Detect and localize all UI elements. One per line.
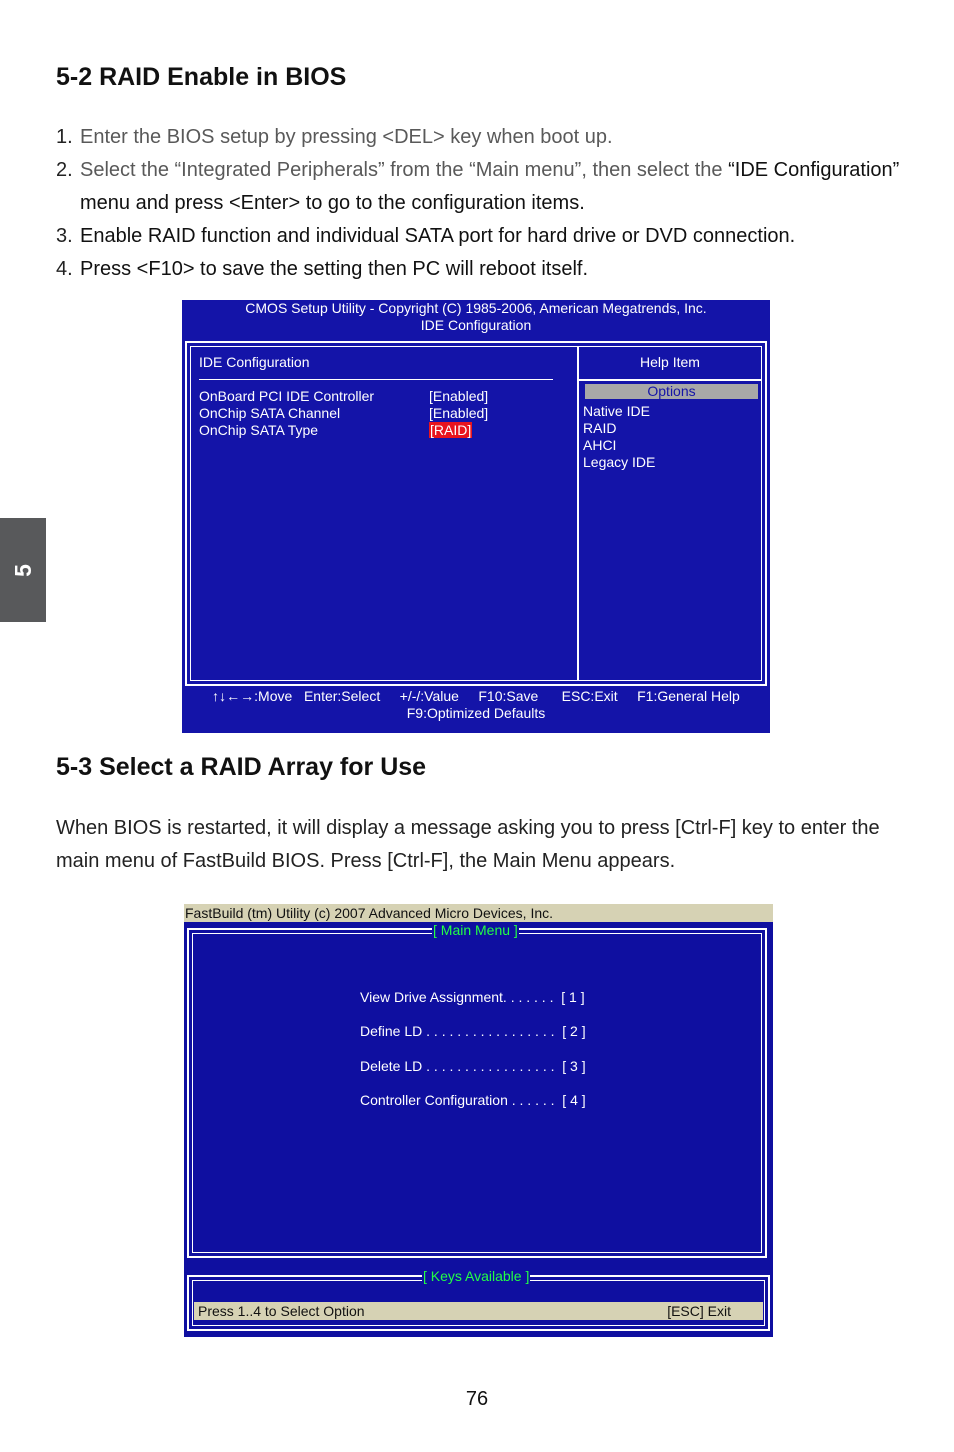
option-item[interactable]: AHCI: [583, 437, 617, 453]
fastbuild-title-bar: FastBuild (tm) Utility (c) 2007 Advanced Micro Devices, Inc.: [184, 904, 773, 922]
step-number: 2.: [56, 159, 73, 181]
section-paragraph: When BIOS is restarted, it will display a message asking you to press [Ctrl-F] key to enter the main menu of FastBuild BIOS. Press [Ctrl-F], the Main Menu appears.: [56, 817, 880, 872]
option-item[interactable]: Native IDE: [583, 403, 650, 419]
bios-setting-row[interactable]: [199, 405, 569, 422]
bios-setting-label: OnBoard PCI IDE Controller: [199, 388, 375, 404]
section-heading-raid-enable: 5-2 RAID Enable in BIOS: [56, 63, 347, 91]
step-item: [56, 121, 916, 154]
menu-item-delete-ld[interactable]: Delete LD . . . . . . . . . . . . . . . . . [ 3 ]: [360, 1058, 586, 1074]
bios-setting-row[interactable]: [199, 388, 569, 405]
step-text: Select the “Integrated Peripherals” from the “Main menu”, then select the: [80, 159, 729, 181]
bios-setting-row-selected[interactable]: [199, 422, 569, 439]
step-number: 4.: [56, 258, 73, 280]
step-text-dark: “IDE Configuration” menu and press <Enter> to go to the configuration items.: [80, 159, 900, 214]
step-text: Enter the BIOS setup by pressing <DEL> key when boot up.: [80, 126, 613, 148]
step-text-dark: Press <F10> to save the setting then PC will reboot itself.: [80, 258, 589, 280]
menu-item-controller-configuration[interactable]: Controller Configuration . . . . . . [ 4 ]: [360, 1092, 586, 1108]
bios-screen: [182, 300, 770, 733]
help-header-divider: [579, 379, 761, 381]
bios-key-legend-line2: F9:Optimized Defaults: [406, 705, 546, 721]
keys-available-label: [ Keys Available ]: [423, 1268, 530, 1284]
bios-panel-title: IDE Configuration: [199, 354, 310, 370]
menu-item-define-ld[interactable]: Define LD . . . . . . . . . . . . . . . . . [ 2 ]: [360, 1023, 586, 1039]
step-item: [56, 220, 916, 253]
section-heading-select-raid-array: 5-3 Select a RAID Array for Use: [56, 753, 427, 781]
step-number: 3.: [56, 225, 73, 247]
bios-setting-value[interactable]: [Enabled]: [429, 388, 489, 404]
bios-setting-label: OnChip SATA Type: [199, 422, 319, 438]
bios-key-legend-line1: ↑↓←→:Move Enter:Select +/-/:Value F10:Save ESC:Exit F1:General Help: [212, 688, 740, 704]
help-item-title: Help Item: [640, 354, 700, 370]
steps-list: [56, 121, 916, 286]
bios-setting-value[interactable]: [Enabled]: [429, 405, 489, 421]
option-item[interactable]: Legacy IDE: [583, 454, 656, 470]
chapter-tab-number: 5: [9, 563, 36, 577]
bios-key-legend: [182, 688, 770, 722]
step-item: [56, 154, 916, 220]
chapter-tab: [0, 518, 46, 622]
bios-main-frame: [185, 341, 767, 686]
status-hint: Press 1..4 to Select Option: [198, 1303, 365, 1319]
bios-header: [182, 300, 770, 334]
bios-column-divider: [577, 347, 579, 680]
step-text-dark: Enable RAID function and individual SATA port for hard drive or DVD connection.: [80, 225, 796, 247]
bios-panel-divider: [199, 379, 553, 380]
esc-exit-hint[interactable]: [ESC] Exit: [667, 1303, 731, 1319]
fastbuild-screen: [184, 904, 773, 1337]
page-number: 76: [465, 1388, 489, 1410]
bios-header-page-title: IDE Configuration: [420, 317, 532, 333]
bios-setting-label: OnChip SATA Channel: [199, 405, 341, 421]
option-item[interactable]: RAID: [583, 420, 617, 436]
bios-setting-value-selected[interactable]: [RAID]: [430, 422, 472, 438]
menu-item-view-drive-assignment[interactable]: View Drive Assignment. . . . . . . [ 1 ]: [360, 989, 585, 1005]
main-menu-label: [ Main Menu ]: [433, 922, 518, 938]
step-number: 1.: [56, 126, 73, 148]
step-item: [56, 253, 916, 286]
options-header: Options: [585, 384, 758, 399]
fastbuild-status-bar: [194, 1302, 763, 1320]
bios-header-copyright: CMOS Setup Utility - Copyright (C) 1985-2006, American Megatrends, Inc.: [245, 300, 707, 316]
